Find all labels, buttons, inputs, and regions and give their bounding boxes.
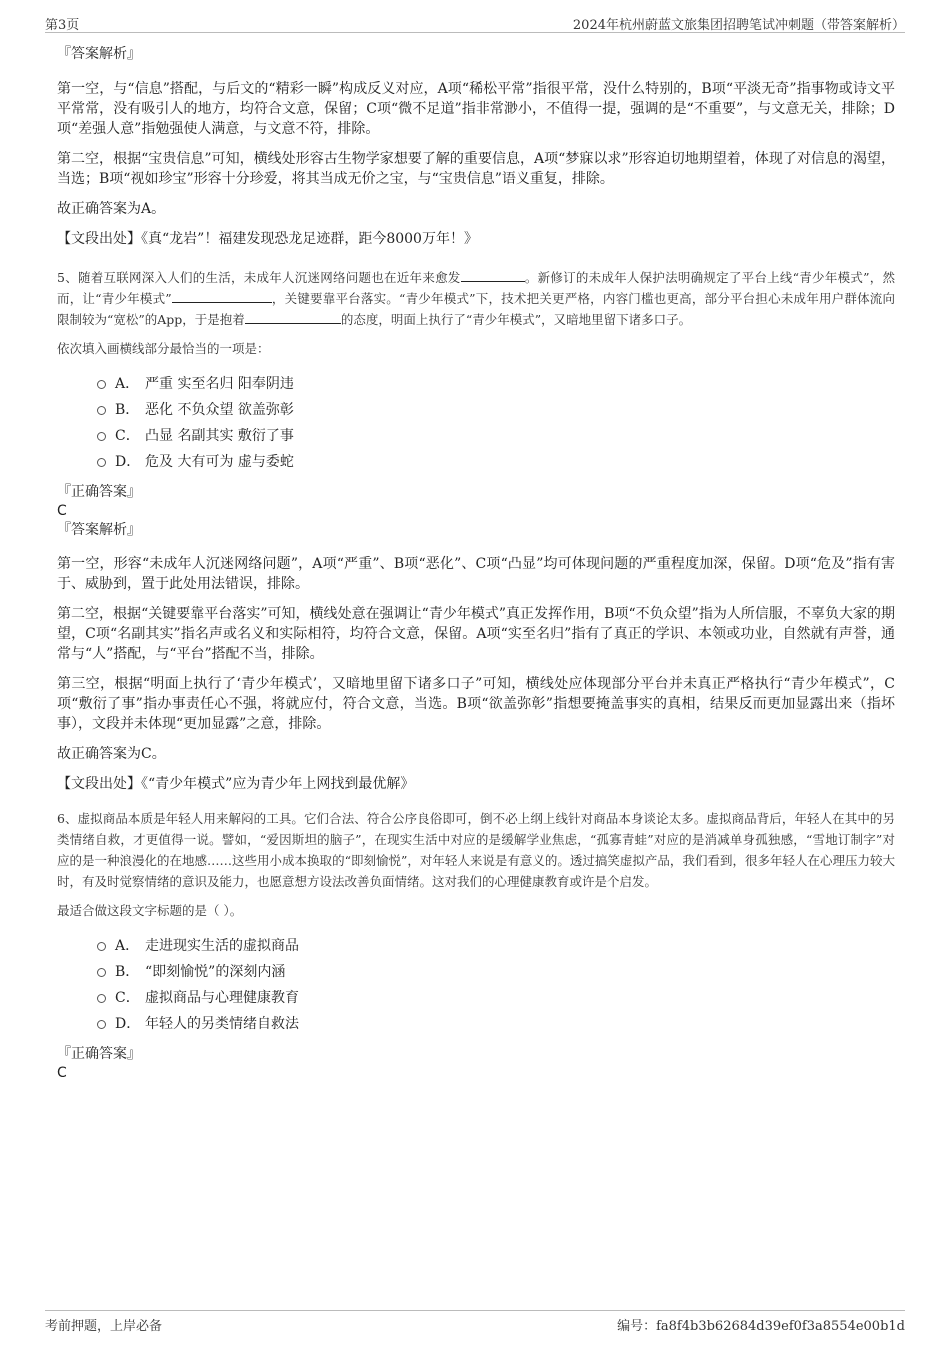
radio-icon[interactable] — [97, 994, 106, 1003]
q4-analysis-tag: 『答案解析』 — [57, 46, 141, 62]
q5-analysis-para-2: 第二空，根据“关键要靠平台落实”可知，横线处意在强调让“青少年模式”真正发挥作用，B项“不负众望”指为人所信服，不辜负大家的期望，C项“名副其实”指名声或名义和实际相符，均符合文意，保留。A项“实至名归”指有了真正的学识、本领或功业，自然就有声誉，通常与“人”搭配，与“平台”搭配不当，排除。 — [57, 606, 895, 662]
q6-option-c[interactable]: C． 虚拟商品与心理健康教育 — [97, 989, 895, 1008]
page-header — [45, 12, 905, 33]
q5-blank-3 — [245, 310, 341, 324]
q6-prompt: 最适合做这段文字标题的是（ ）。 — [57, 903, 243, 918]
radio-icon[interactable] — [97, 968, 106, 977]
document-title: 2024年杭州蔚蓝文旅集团招聘笔试冲刺题（带答案解析） — [572, 18, 905, 33]
page-footer — [45, 1310, 905, 1333]
q6-answer-tag: 『正确答案』 — [57, 1046, 141, 1062]
q5-analysis-para-1: 第一空，形容“未成年人沉迷网络问题”，A项“严重”、B项“恶化”、C项“凸显”均可体现问题的严重程度加深，保留。D项“危及”指有害于、威胁到，置于此处用法错误，排除。 — [57, 556, 895, 592]
q6-option-b[interactable]: B． “即刻愉悦”的深刻内涵 — [97, 963, 895, 982]
radio-icon[interactable] — [97, 406, 106, 415]
q4-analysis-para-2: 第二空，根据“宝贵信息”可知，横线处形容古生物学家想要了解的重要信息，A项“梦寐以求”形容迫切地期望着，体现了对信息的渴望，当选；B项“视如珍宝”形容十分珍爱，将其当成无价之宝，与“宝贵信息”语义重复，排除。 — [57, 151, 895, 187]
q6-answer: C — [57, 1065, 67, 1081]
q6-stem: 6、虚拟商品本质是年轻人用来解闷的工具。它们合法、符合公序良俗即可，倒不必上纲上线针对商品本身谈论太多。虚拟商品背后，年轻人在其中的另类情绪自救，才更值得一说。譬如，“爱因斯坦的脑子”，在现实生活中对应的是缓解学业焦虑，“孤寡青蛙”对应的是消减单身孤独感，“雪地订制字”对应的是一种浪漫化的在地感……这些用小成本换取的“即刻愉悦”，对年轻人来说是有意义的。透过搞笑虚拟产品，我们看到，很多年轻人在心理压力较大时，有及时觉察情绪的意识及能力，也愿意想方设法改善负面情绪。这对我们的心理健康教育或许是个启发。 — [57, 811, 895, 889]
page-number: 第3页 — [45, 18, 80, 33]
q4-conclusion: 故正确答案为A。 — [57, 201, 166, 217]
footer-serial: 编号：fa8f4b3b62684d39ef0f3a8554e00b1d — [617, 1319, 905, 1334]
q5-option-c[interactable]: C． 凸显 名副其实 敷衍了事 — [97, 427, 895, 446]
q4-source: 【文段出处】《真“龙岩”！福建发现恐龙足迹群，距今8000万年！》 — [57, 231, 478, 247]
radio-icon[interactable] — [97, 380, 106, 389]
q5-conclusion: 故正确答案为C。 — [57, 746, 166, 762]
radio-icon[interactable] — [97, 432, 106, 441]
radio-icon[interactable] — [97, 1020, 106, 1029]
q5-answer: C — [57, 503, 67, 519]
q6-option-d[interactable]: D． 年轻人的另类情绪自救法 — [97, 1015, 895, 1034]
q5-analysis-tag: 『答案解析』 — [57, 522, 141, 538]
q6-option-a[interactable]: A． 走进现实生活的虚拟商品 — [97, 937, 895, 956]
footer-slogan: 考前押题，上岸必备 — [45, 1319, 163, 1334]
q5-analysis-para-3: 第三空，根据“明面上执行了‘青少年模式’，又暗地里留下诸多口子”可知，横线处应体现部分平台并未真正严格执行“青少年模式”，C项“敷衍了事”指办事责任心不强，将就应付，符合文意，当选。B项“欲盖弥彰”指想要掩盖事实的真相，结果反而更加显露出来（指坏事），文段并未体现“更加显露”之意，排除。 — [57, 676, 895, 732]
q5-options — [97, 375, 895, 472]
q5-source: 【文段出处】《“青少年模式”应为青少年上网找到最优解》 — [57, 776, 415, 792]
q5-option-d[interactable]: D． 危及 大有可为 虚与委蛇 — [97, 453, 895, 472]
q4-analysis-para-1: 第一空，与“信息”搭配，与后文的“精彩一瞬”构成反义对应，A项“稀松平常”指很平常，没什么特别的，B项“平淡无奇”指事物或诗文平平常常，没有吸引人的地方，均符合文意，保留；C项“微不足道”指非常渺小，不值得一提，强调的是“不重要”，与文意无关，排除；D项“差强人意”指勉强使人满意，与文意不符，排除。 — [57, 81, 895, 137]
q5-prompt: 依次填入画横线部分最恰当的一项是： — [57, 341, 270, 356]
q5-option-b[interactable]: B． 恶化 不负众望 欲盖弥彰 — [97, 401, 895, 420]
radio-icon[interactable] — [97, 458, 106, 467]
q5-stem: 5、随着互联网深入人们的生活，未成年人沉迷网络问题也在近年来愈发 。新修订的未成年人保护法明确规定了平台上线“青少年模式”，然而，让“青少年模式” ，关键要靠平台落实。“青少年模式”下，技术把关更严格，内容门槛也更高，部分平台担心未成年用户群体流向限制较为“宽松”的App，于是抱着 的态度，明面上执行了“青少年模式”，又暗地里留下诸多口子。 — [57, 270, 895, 327]
page-content — [57, 44, 895, 1082]
q5-answer-tag: 『正确答案』 — [57, 484, 141, 500]
q5-option-a[interactable]: A． 严重 实至名归 阳奉阴违 — [97, 375, 895, 394]
radio-icon[interactable] — [97, 942, 106, 951]
q6-options — [97, 937, 895, 1034]
q5-blank-1 — [461, 268, 525, 282]
q5-blank-2 — [172, 289, 272, 303]
